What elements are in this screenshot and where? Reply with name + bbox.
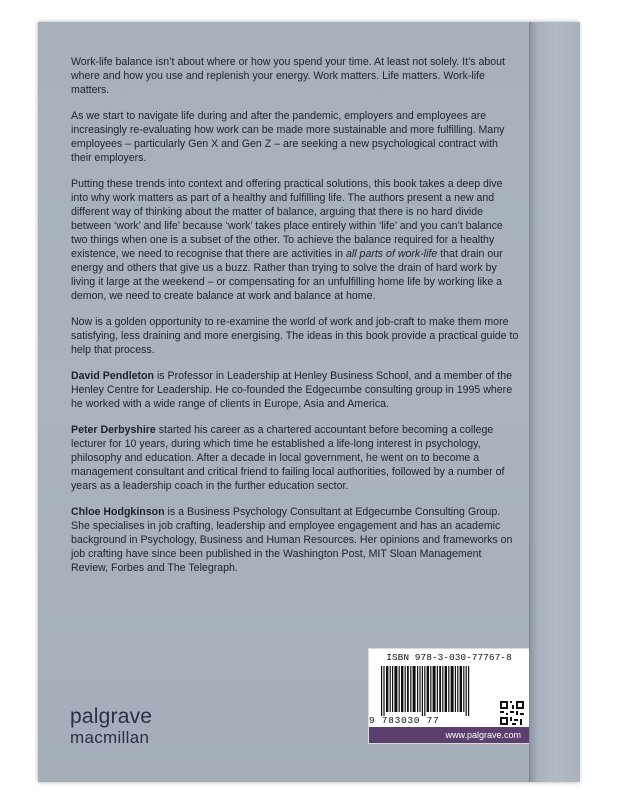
blurb-paragraph-3-part-1: Putting these trends into context and offering practical solutions, this book takes a deep dive into why work matters as part of a healthy and fulfilling life. The authors present a new and different way of thinking about the matter of balance, arguing that there is no hard divide between ‘work’ and life’ because ‘work’ takes place entirely within ‘life’ and you can’t balance two things when one is a subset of the other. To achieve the balance required for a healthy existence, we need to recognise that there are activities in	[71, 178, 503, 260]
publisher-logo-line-1: palgrave	[70, 705, 153, 728]
author-bio-text-2: started his career as a chartered accountant before becoming a college lecturer for 10 years, during which time he established a life-long interest in psychology, philosophy and education. After a decade in local government, he went on to become a management consultant and critical friend to failing local authorities, followed by a number of years as a leadership coach in the further education sector.	[71, 424, 505, 493]
barcode-digits: 9 783030 77	[369, 715, 440, 726]
cover-panel	[38, 22, 529, 782]
blurb-paragraph-1: Work-life balance isn’t about where or how you spend your time. At least not solely. It’s about where and how you use and replenish your energy. Work matters. Life matters. Work-life matters.	[71, 56, 505, 96]
author-name-1: David Pendleton	[71, 370, 154, 383]
spine-edge	[529, 22, 580, 782]
blurb-paragraph-3	[71, 178, 521, 303]
blurb-paragraph-3-emphasis: all parts of work-life	[346, 247, 438, 260]
blurb-text	[71, 56, 521, 589]
publisher-logo-line-2: macmillan	[70, 728, 150, 747]
book-back-cover	[38, 22, 579, 782]
author-bio-text-1: is Professor in Leadership at Henley Business School, and a member of the Henley Centre for Leadership. He co-founded the Edgecumbe consulting group in 1995 where he worked with a wide range of clients in Europe, Asia and America.	[71, 370, 513, 411]
author-bio-text-3: is a Business Psychology Consultant at Edgecumbe Consulting Group. She specialises in job crafting, leadership and employee engagement and has an academic background in Psychology, Business and Human Resources. Her opinions and frameworks on job crafting have since been published in the Washington Post, MIT Sloan Management Review, Forbes and The Telegraph.	[71, 506, 513, 575]
barcode-label	[368, 648, 530, 744]
author-name-2: Peter Derbyshire	[71, 424, 156, 437]
author-bio-3	[71, 506, 521, 576]
isbn-text: ISBN 978-3-030-77767-8	[386, 652, 512, 663]
blurb-paragraph-3-part-2: that drain our energy and others that give us a buzz. Rather than trying to solve the drain of hard work by living it large at the weekend – or compensating for an unfulfilling home life by working like a demon, we need to create balance at work and balance at home.	[71, 247, 503, 302]
author-name-3: Chloe Hodgkinson	[71, 506, 165, 519]
qr-code-icon	[500, 701, 524, 725]
author-bio-1	[71, 370, 521, 412]
publisher-logo	[70, 706, 152, 747]
blurb-paragraph-4: Now is a golden opportunity to re-examine the world of work and job-craft to make them more satisfying, less draining and more energising. The ideas in this book provide a practical guide to help that process.	[71, 316, 519, 356]
author-bio-2	[71, 424, 521, 494]
blurb-paragraph-2: As we start to navigate life during and after the pandemic, employers and employees are increasingly re-evaluating how work can be made more sustainable and more fulfilling. Many employees – particularly Gen X and Gen Z – are seeking a new psychological contract with their employers.	[71, 110, 505, 164]
publisher-url: www.palgrave.com	[369, 727, 529, 743]
barcode-icon	[381, 666, 471, 716]
